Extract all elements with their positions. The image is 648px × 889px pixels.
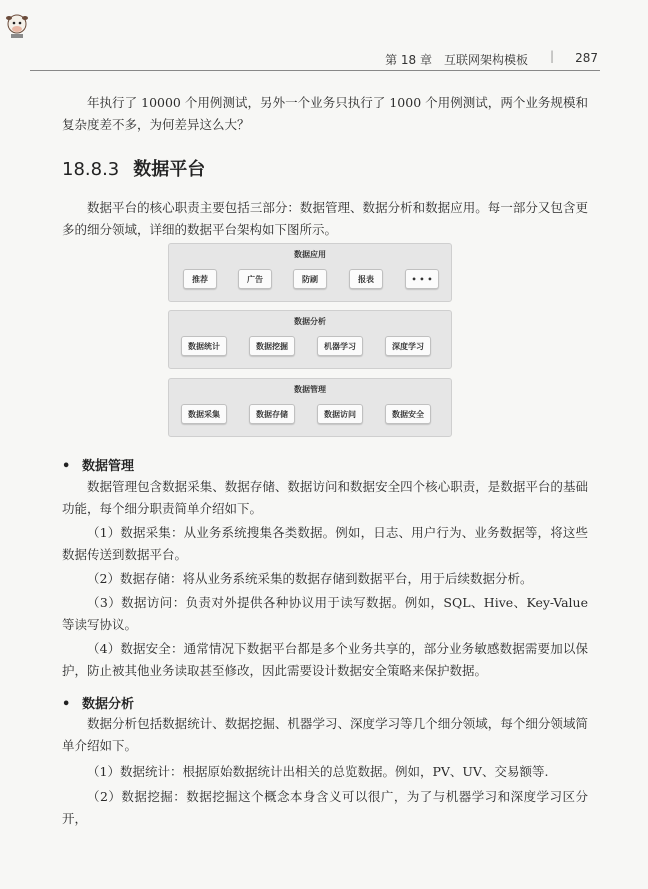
- bullet-heading-data-management: [62, 455, 134, 474]
- box-data-mining: 数据挖掘: [249, 336, 295, 356]
- box-deep-learning: 深度学习: [385, 336, 431, 356]
- dm-intro-paragraph: 数据管理包含数据采集、数据存储、数据访问和数据安全四个核心职责，是数据平台的基础功能，每个细分职责简单介绍如下。: [62, 479, 588, 516]
- box-reports: 报表: [349, 269, 383, 289]
- intro-paragraph: 年执行了 10000 个用例测试，另外一个业务只执行了 1000 个用例测试，两个业务规模和复杂度差不多，为何差异这么大？: [62, 95, 588, 132]
- box-recommend: 推荐: [183, 269, 217, 289]
- layer-data-application: [168, 243, 452, 302]
- layer-title: 数据管理: [294, 385, 326, 394]
- layer-title: 数据应用: [294, 250, 326, 259]
- box-more: • • •: [405, 269, 439, 289]
- running-header: [30, 48, 598, 70]
- publisher-mascot-logo: [4, 10, 30, 40]
- layer-data-analysis: [168, 310, 452, 369]
- section-number: 18.8.3: [62, 159, 120, 180]
- box-anti-fraud: 防刷: [293, 269, 327, 289]
- bullet-heading-data-analysis: [62, 693, 134, 712]
- bullet-dot: •: [62, 459, 71, 474]
- bullet-label: 数据管理: [82, 459, 135, 474]
- header-separator: |: [549, 49, 554, 63]
- da-intro-paragraph: 数据分析包括数据统计、数据挖掘、机器学习、深度学习等几个细分领域，每个细分领域简单介绍如下。: [62, 716, 588, 753]
- dm-item-2: （2）数据存储：将从业务系统采集的数据存储到数据平台，用于后续数据分析。: [87, 571, 533, 586]
- box-machine-learning: 机器学习: [317, 336, 363, 356]
- box-data-statistics: 数据统计: [181, 336, 227, 356]
- dm-item-4: （4）数据安全：通常情况下数据平台都是多个业务共享的，部分业务敏感数据需要加以保护，防止被其他业务读取甚至修改，因此需要设计数据安全策略来保护数据。: [62, 641, 588, 678]
- section-heading: [62, 155, 205, 181]
- bullet-label: 数据分析: [82, 697, 135, 712]
- dm-item-3: （3）数据访问：负责对外提供各种协议用于读写数据。例如，SQL、Hive、Key-Value 等读写协议。: [62, 595, 588, 632]
- chapter-title: 第 18 章 互联网架构模板: [385, 53, 528, 67]
- box-data-access: 数据访问: [317, 404, 363, 424]
- box-data-collection: 数据采集: [181, 404, 227, 424]
- da-item-1: （1）数据统计：根据原始数据统计出相关的总览数据。例如，PV、UV、交易额等.: [87, 764, 549, 779]
- layer-data-management: [168, 378, 452, 437]
- box-data-storage: 数据存储: [249, 404, 295, 424]
- box-data-security: 数据安全: [385, 404, 431, 424]
- bullet-dot: •: [62, 697, 71, 712]
- da-item-2: （2）数据挖掘：数据挖掘这个概念本身含义可以很广，为了与机器学习和深度学习区分开，: [62, 789, 588, 826]
- dm-item-1: （1）数据采集：从业务系统搜集各类数据。例如，日志、用户行为、业务数据等，将这些数据传送到数据平台。: [62, 525, 588, 562]
- header-rule: [30, 70, 600, 71]
- section-intro-paragraph: 数据平台的核心职责主要包括三部分：数据管理、数据分析和数据应用。每一部分又包含更多的细分领域，详细的数据平台架构如下图所示。: [62, 200, 588, 237]
- box-ads: 广告: [238, 269, 272, 289]
- section-title: 数据平台: [133, 159, 206, 180]
- page-number: 287: [575, 51, 598, 65]
- layer-title: 数据分析: [294, 317, 326, 326]
